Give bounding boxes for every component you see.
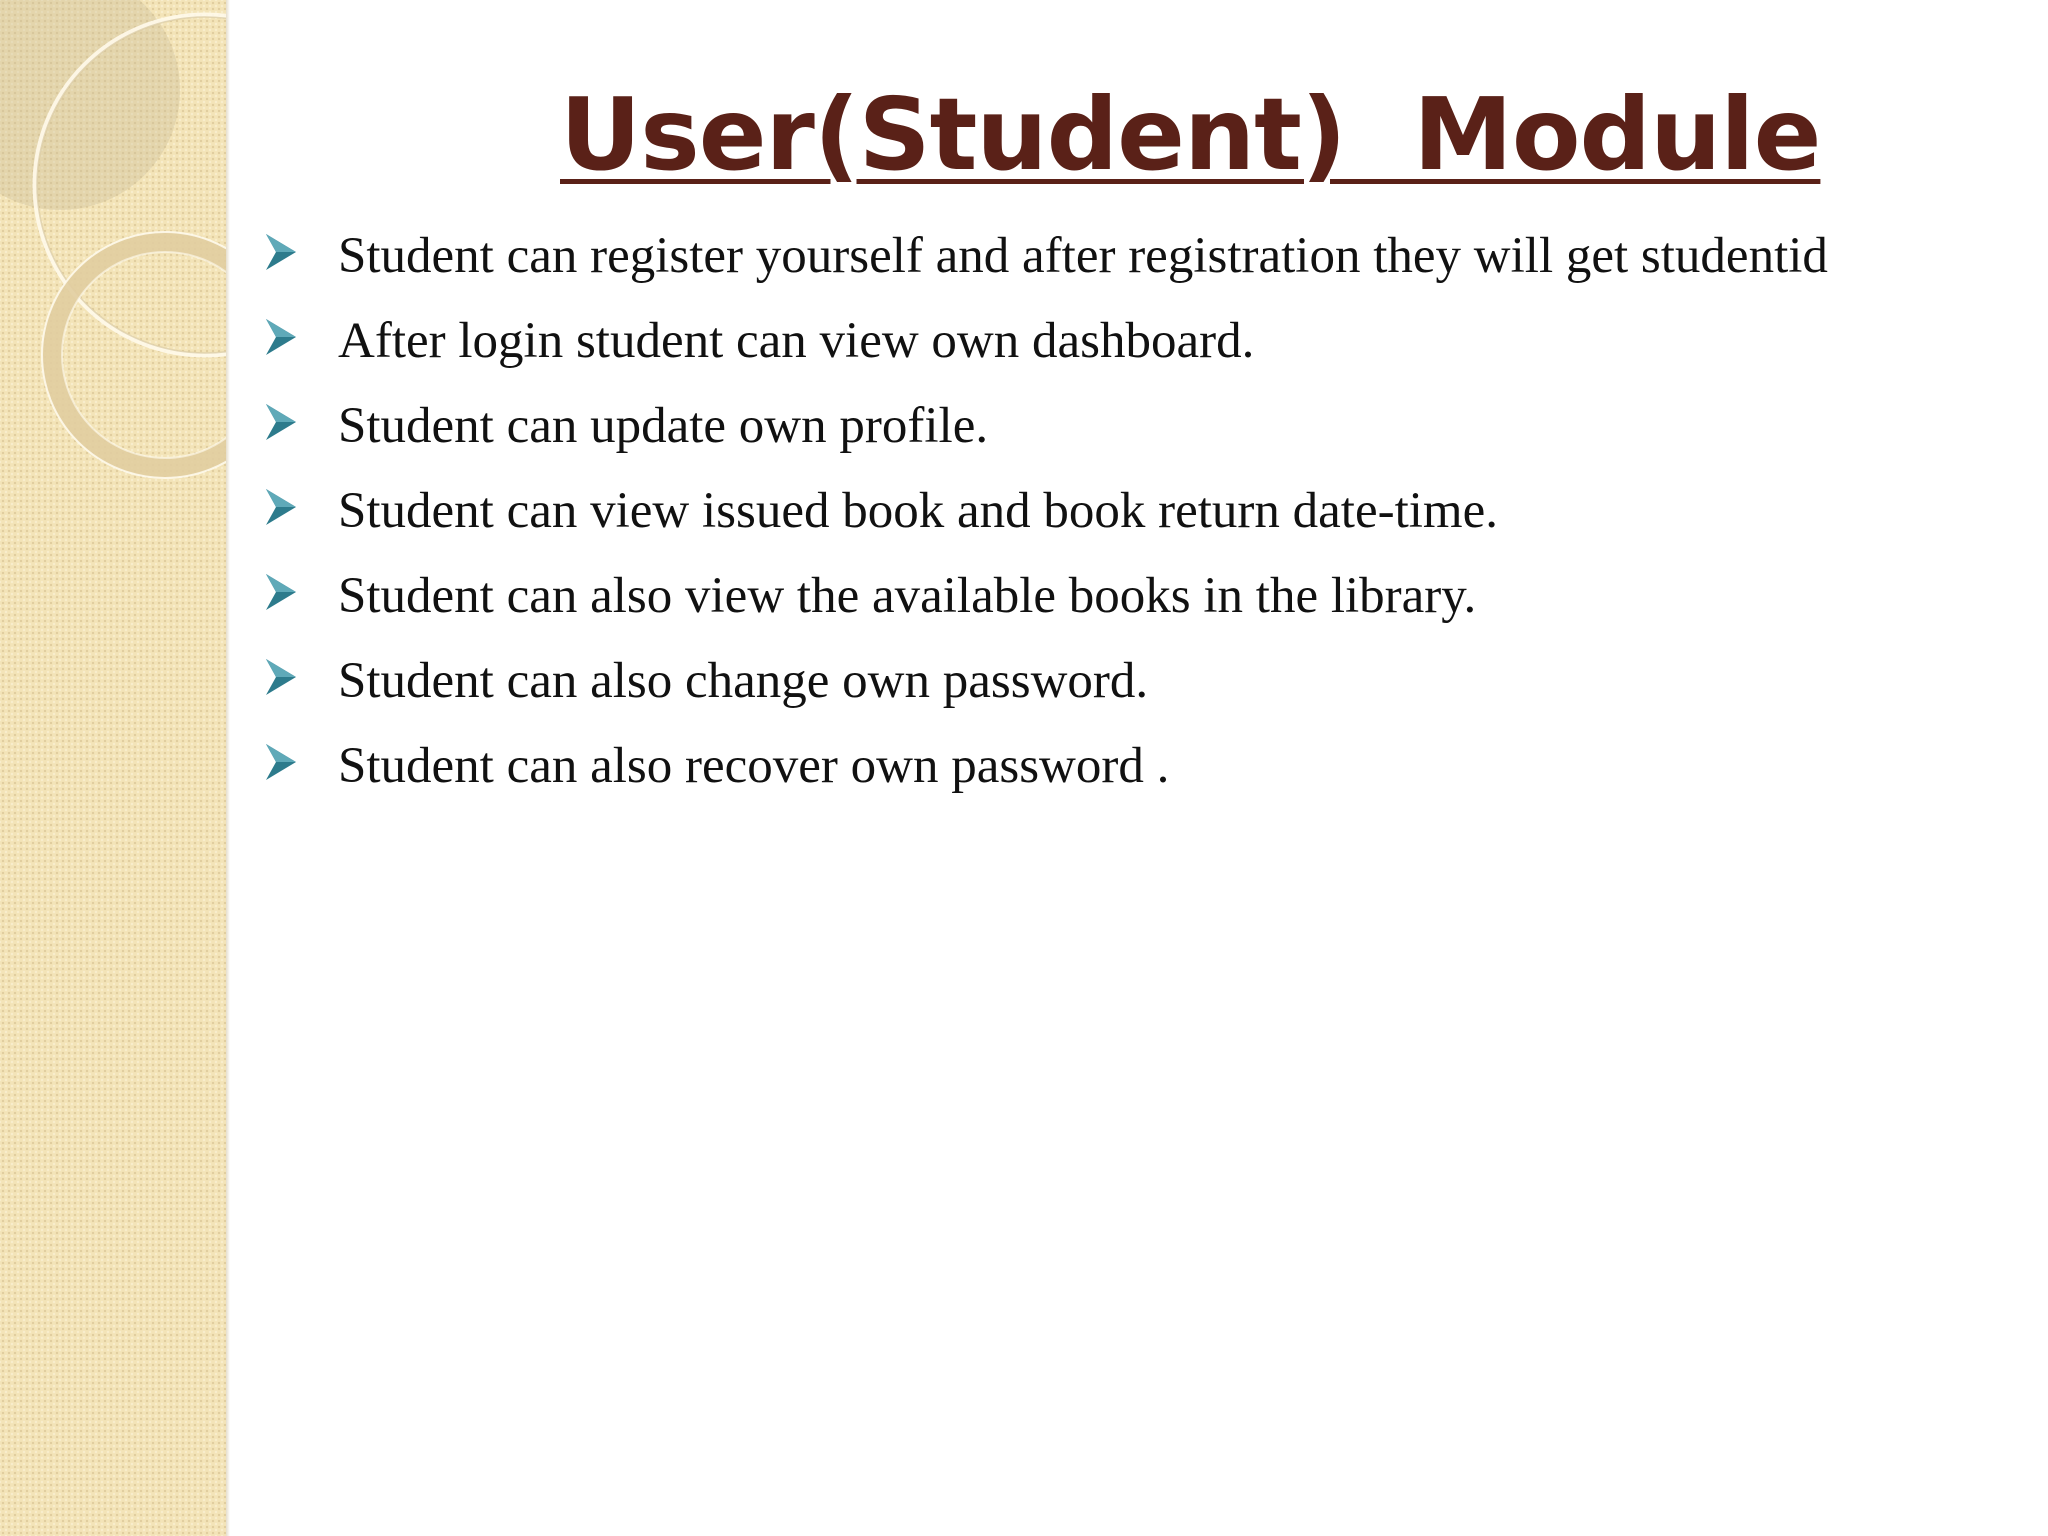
list-item — [260, 732, 1860, 801]
list-item — [260, 307, 1860, 376]
arrow-bullet-icon — [264, 317, 298, 357]
arrow-bullet-icon — [264, 487, 298, 527]
arrow-bullet-icon — [264, 232, 298, 272]
slide-title: User(Student) Module — [560, 76, 1821, 193]
rings-decoration-icon — [0, 0, 226, 520]
arrow-bullet-icon — [264, 572, 298, 612]
arrow-bullet-icon — [264, 657, 298, 697]
bullet-text: Student can view issued book and book return date-time. — [338, 483, 1498, 539]
bullet-text: Student can update own profile. — [338, 398, 989, 454]
side-panel-edge — [226, 0, 230, 1536]
bullet-text: Student can also view the available books in the library. — [338, 568, 1477, 624]
arrow-bullet-icon — [264, 402, 298, 442]
list-item — [260, 477, 1860, 546]
bullet-text: Student can also change own password. — [338, 653, 1149, 709]
bullet-text: Student can also recover own password . — [338, 738, 1170, 794]
side-decoration-panel — [0, 0, 226, 1536]
list-item — [260, 392, 1860, 461]
arrow-bullet-icon — [264, 742, 298, 782]
bullet-text: After login student can view own dashboard. — [338, 313, 1255, 369]
bullet-text: Student can register yourself and after registration they will get studentid — [338, 228, 1828, 284]
list-item — [260, 647, 1860, 716]
bullet-list — [260, 222, 1860, 817]
list-item — [260, 222, 1860, 291]
list-item — [260, 562, 1860, 631]
